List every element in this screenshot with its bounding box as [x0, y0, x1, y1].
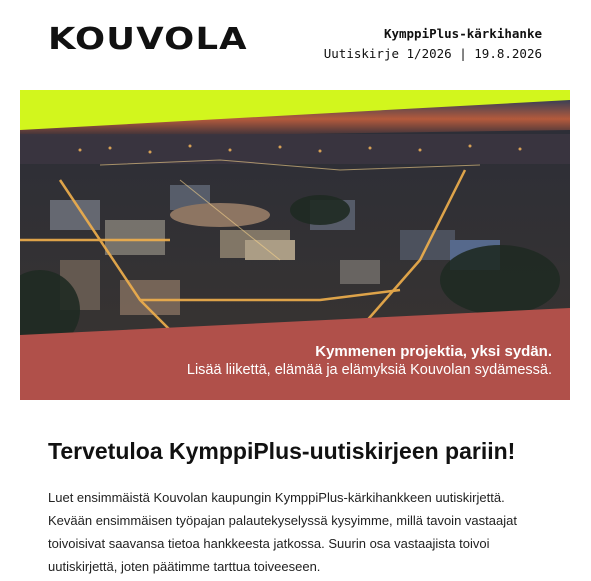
- caption-subline: Lisää liikettä, elämää ja elämyksiä Kouvolan sydämessä.: [186, 362, 552, 378]
- page-title: Tervetuloa KymppiPlus-uutiskirjeen pariin!: [48, 438, 516, 464]
- newsletter-header: [0, 0, 591, 90]
- issue-line: Uutiskirje 1/2026 | 19.8.2026: [323, 46, 542, 61]
- kouvola-logo: KOUVOLA: [48, 22, 248, 57]
- newsletter-meta: [324, 24, 542, 64]
- intro-paragraph: Luet ensimmäistä Kouvolan kaupungin KymppiPlus-kärkihankkeen uutiskirjettä. Kevään ensimmäisen työpajan palautekyselyssä kysyimme, millä tavoin vastaajat toivoisivat saavansa tietoa hankkeesta jatkossa. Suurin osa vastaajista toivoi uutiskirjettä, joten päätimme tarttua toiveeseen.: [48, 490, 517, 574]
- caption-headline: Kymmenen projektia, yksi sydän.: [315, 343, 552, 360]
- project-name: KymppiPlus-kärkihanke: [383, 26, 542, 41]
- hero-caption: [187, 342, 552, 380]
- hero-banner: [20, 90, 570, 400]
- newsletter-body: [48, 436, 548, 578]
